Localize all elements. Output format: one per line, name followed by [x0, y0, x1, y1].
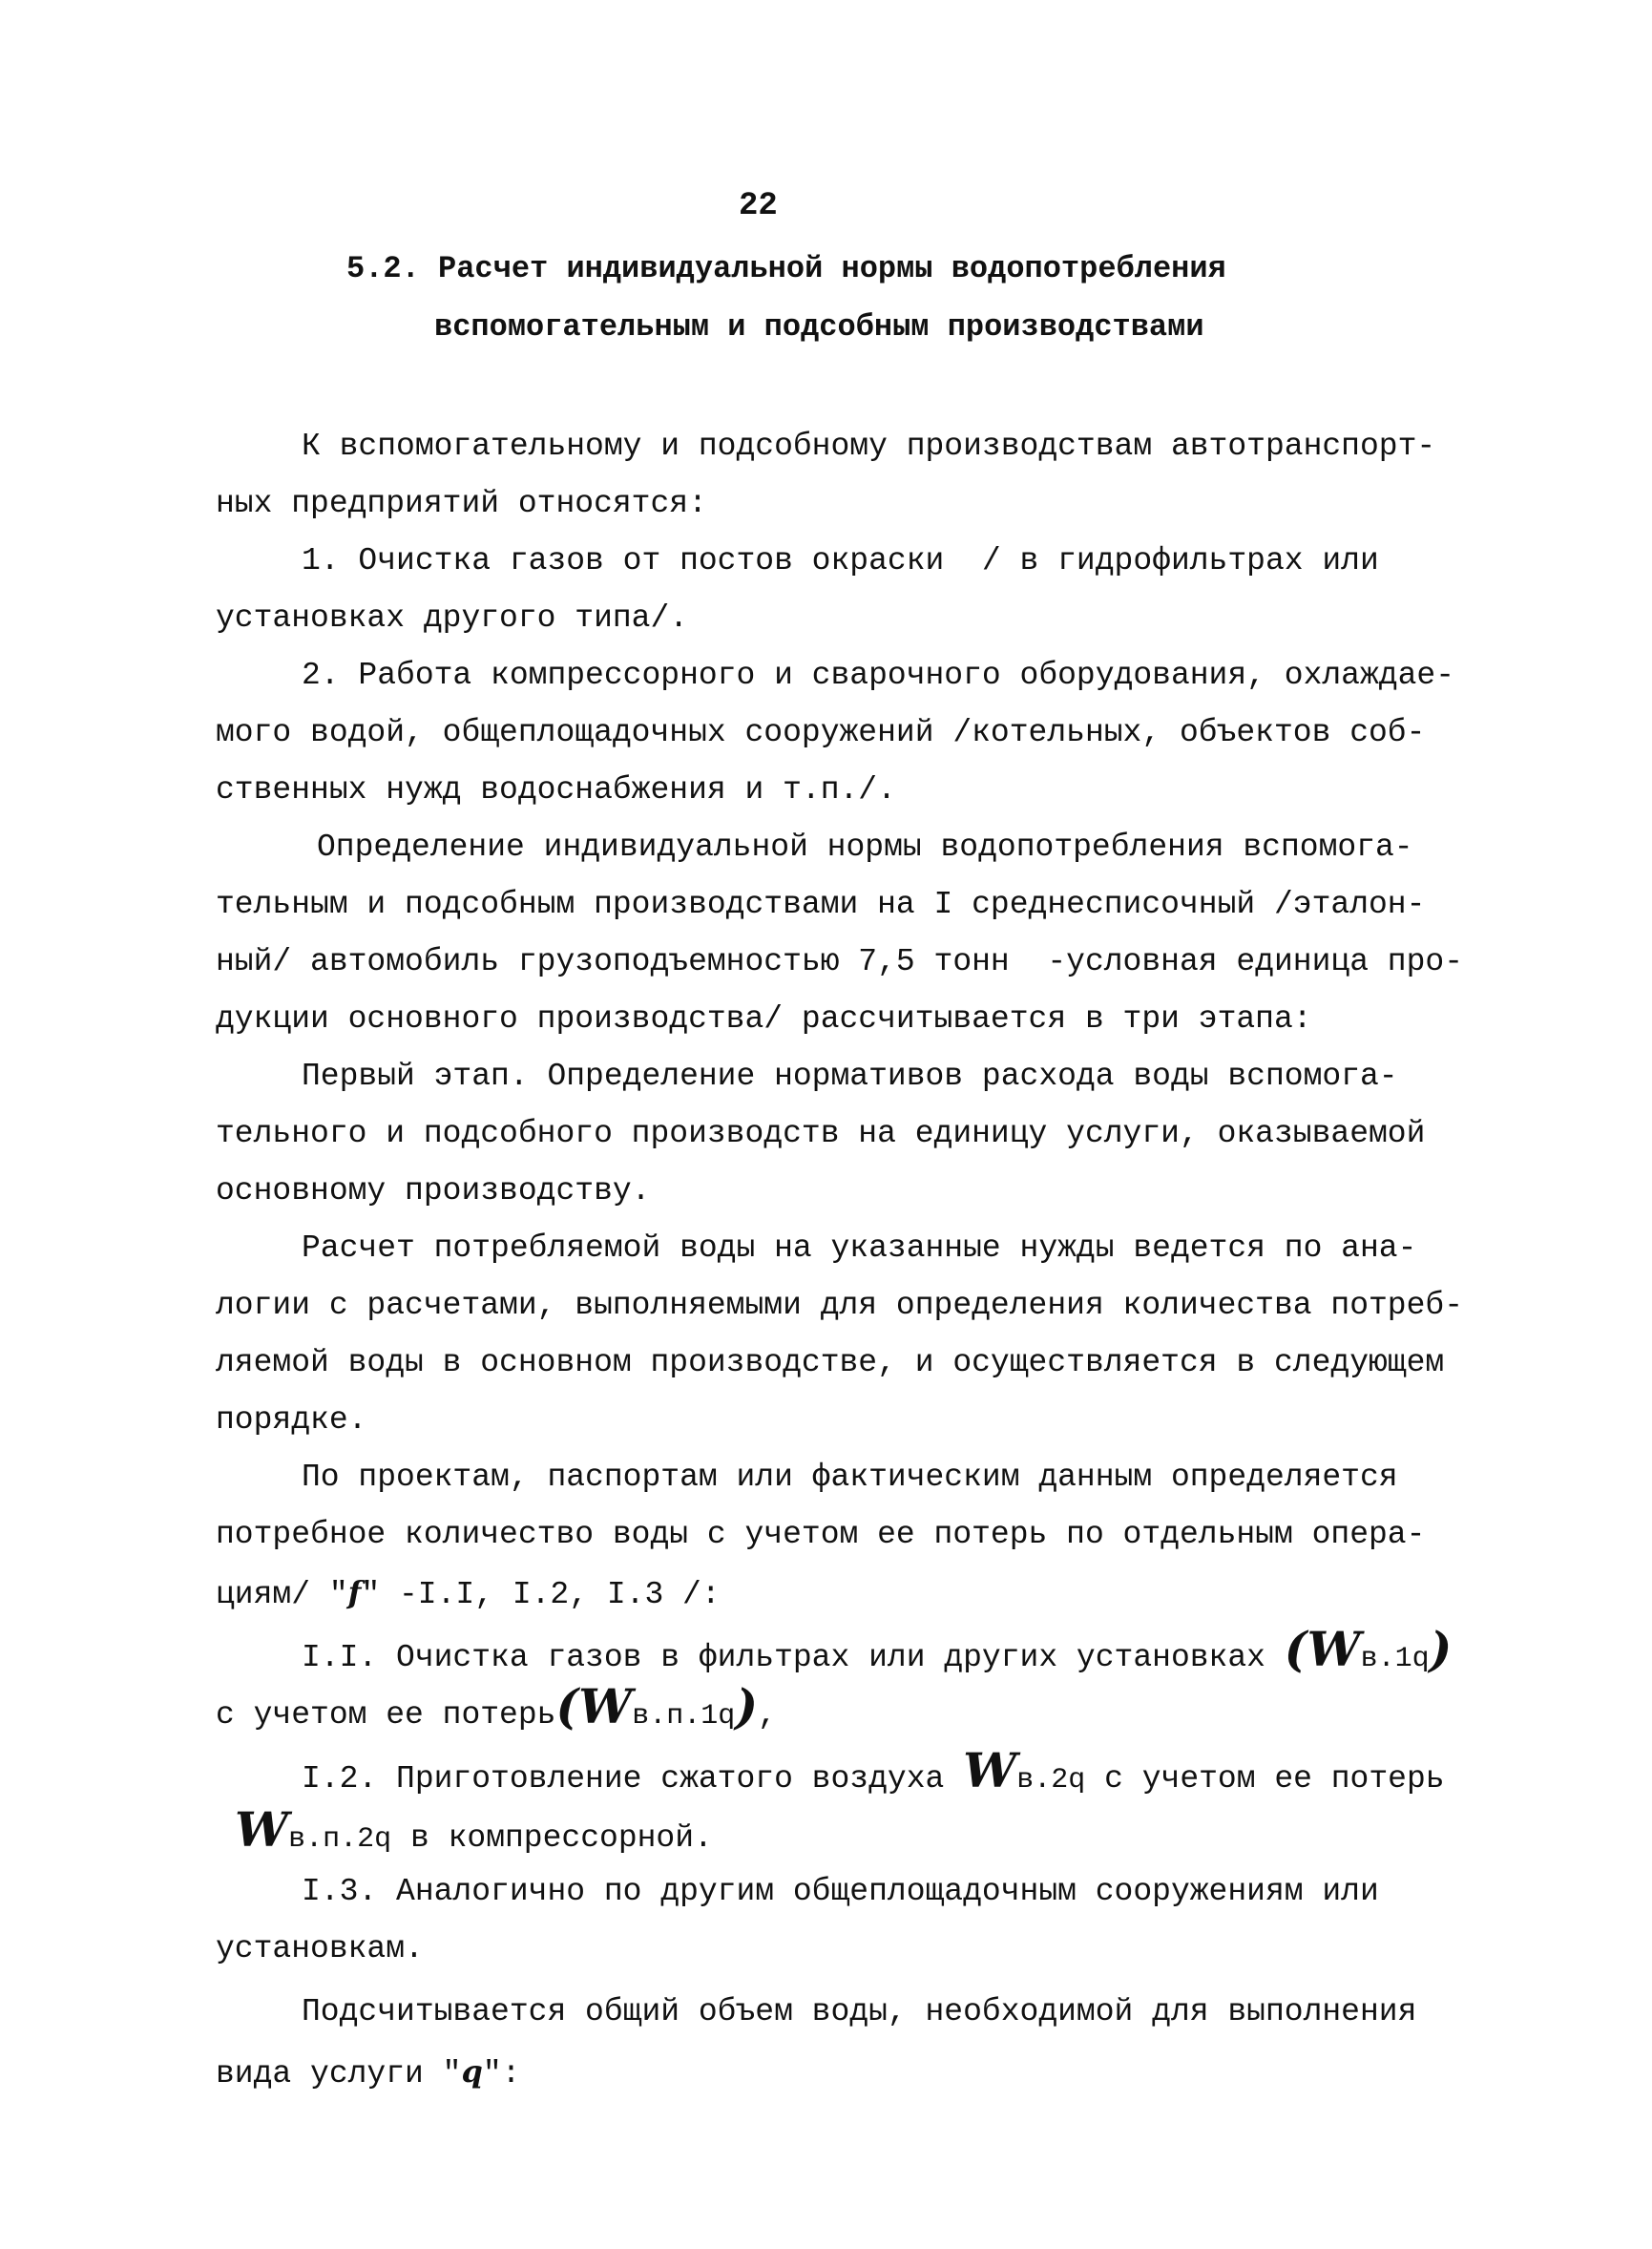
text-fragment: с учетом ее потерь: [1085, 1761, 1445, 1797]
formula-close-paren: ): [1429, 1621, 1453, 1677]
formula-subscript: в.п.1q: [632, 1700, 736, 1733]
formula-subscript: в.п.2q: [288, 1823, 392, 1856]
formula-open-paren: (: [1284, 1621, 1307, 1677]
text-fragment: в компрессорной.: [391, 1820, 713, 1856]
text-line: мого водой, общеплощадочных сооружений /котельных, объектов соб-: [216, 715, 1426, 750]
text-fragment: I.2. Приготовление сжатого воздуха: [302, 1761, 964, 1797]
list-item-2: 2. Работа компрессорного и сварочного оборудования, охлаждае-: [302, 658, 1454, 693]
text-line: По проектам, паспортам или фактическим данным определяется: [302, 1460, 1398, 1495]
formula-line-2b: [235, 1801, 713, 1859]
text-line: К вспомогательному и подсобному производствам автотранспорт-: [302, 429, 1436, 464]
text-line: дукции основного производства/ рассчитывается в три этапа:: [216, 1001, 1312, 1037]
text-line: I.3. Аналогично по другим общеплощадочным сооружениям или: [302, 1874, 1379, 1909]
text-line: потребное количество воды с учетом ее потерь по отдельным опера-: [216, 1517, 1426, 1552]
text-line: ственных нужд водоснабжения и т.п./.: [216, 772, 896, 808]
formula-subscript: в.2q: [1016, 1764, 1086, 1797]
text-line: основному производству.: [216, 1173, 651, 1209]
text-line: Определение индивидуальной нормы водопотребления вспомога-: [317, 830, 1413, 865]
formula-w-symbol: W: [578, 1678, 633, 1734]
text-line: [216, 1573, 721, 1614]
formula-w-symbol: W: [235, 1801, 289, 1858]
formula-line-2: [302, 1742, 1445, 1799]
text-fragment: с учетом ее потерь: [216, 1697, 556, 1733]
text-fragment: ":: [482, 2056, 521, 2091]
page-number: 22: [739, 188, 778, 224]
text-line: установкам.: [216, 1931, 424, 1966]
formula-line-1: [302, 1621, 1453, 1678]
text-fragment: вида услуги ": [216, 2056, 462, 2091]
text-line: установках другого типа/.: [216, 600, 689, 636]
text-line: ный/ автомобиль грузоподъемностью 7,5 тонн -условная единица про-: [216, 944, 1464, 979]
text-line: ных предприятий относятся:: [216, 486, 707, 521]
formula-w-symbol: W: [1307, 1621, 1361, 1677]
formula-line-1b: [216, 1678, 777, 1735]
section-heading-line-2: вспомогательным и подсобным производствами: [434, 309, 1204, 345]
handwritten-q: q: [461, 2053, 483, 2090]
text-line: ляемой воды в основном производстве, и осуществляется в следующем: [216, 1345, 1445, 1380]
text-fragment: циям/ ": [216, 1577, 348, 1612]
handwritten-f: f: [347, 1574, 362, 1610]
text-line: тельным и подсобным производствами на I среднесписочный /эталон-: [216, 887, 1426, 922]
text-fragment: " -I.I, I.2, I.3 /:: [361, 1577, 721, 1612]
formula-subscript: в.1q: [1360, 1643, 1430, 1675]
text-line: [216, 2052, 520, 2093]
text-fragment: I.I. Очистка газов в фильтрах или других установках: [302, 1640, 1285, 1675]
text-line: порядке.: [216, 1402, 367, 1438]
text-line: логии с расчетами, выполняемыми для определения количества потреб-: [216, 1288, 1464, 1323]
text-line: Расчет потребляемой воды на указанные нужды ведется по ана-: [302, 1230, 1417, 1266]
list-item-1: 1. Очистка газов от постов окраски / в гидрофильтрах или: [302, 543, 1379, 578]
text-line: Подсчитывается общий объем воды, необходимой для выполнения: [302, 1994, 1417, 2029]
formula-close-paren: ): [735, 1678, 758, 1734]
text-line: тельного и подсобного производств на единицу услуги, оказываемой: [216, 1116, 1426, 1151]
formula-w-symbol: W: [963, 1742, 1017, 1798]
formula-comma: ,: [758, 1697, 777, 1733]
text-line: Первый этап. Определение нормативов расхода воды вспомога-: [302, 1059, 1398, 1094]
section-heading-line-1: 5.2. Расчет индивидуальной нормы водопотребления: [346, 251, 1226, 286]
formula-open-paren: (: [555, 1678, 579, 1734]
